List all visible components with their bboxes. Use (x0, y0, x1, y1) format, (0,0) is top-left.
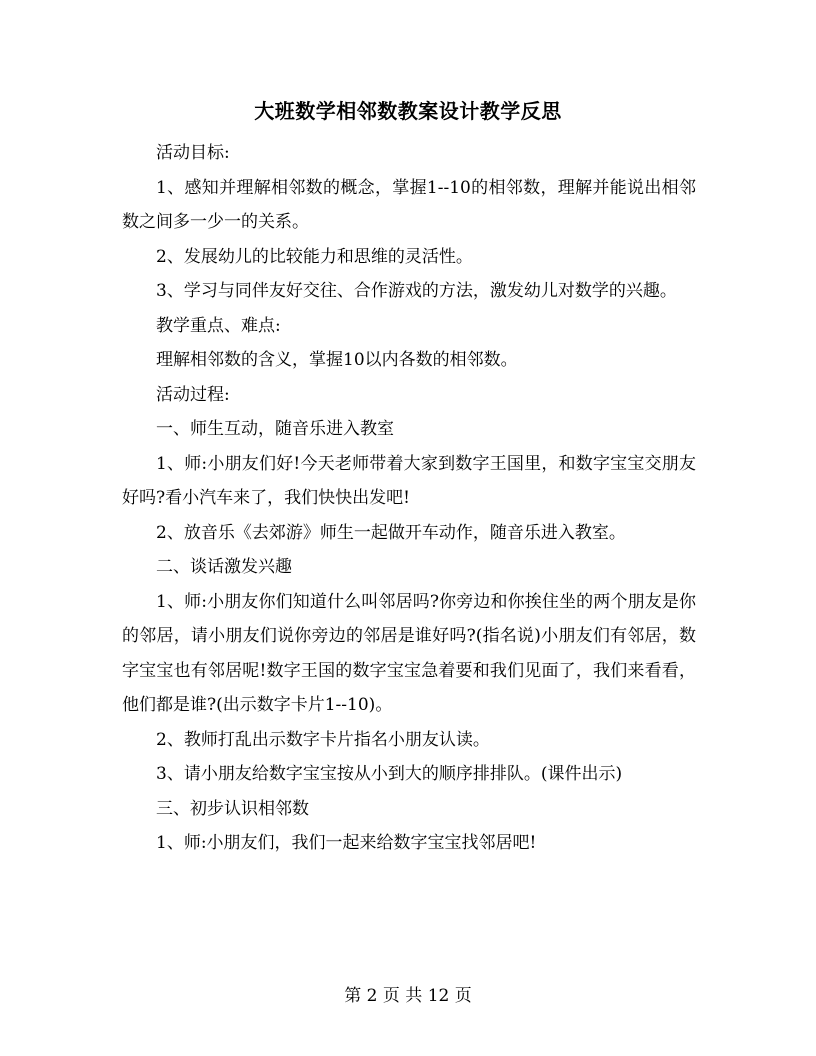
document-title: 大班数学相邻数教案设计教学反思 (254, 99, 562, 123)
paragraph: 3、请小朋友给数字宝宝按从小到大的顺序排排队。(课件出示) (156, 764, 623, 784)
paragraph: 1、师:小朋友们，我们一起来给数字宝宝找邻居吧! (156, 833, 537, 853)
paragraph: 理解相邻数的含义，掌握10以内各数的相邻数。 (156, 350, 518, 370)
paragraph: 1、师:小朋友你们知道什么叫邻居吗?你旁边和你挨住坐的两个朋友是你的邻居，请小朋友们说你旁边的邻居是谁好吗?(指名说)小朋友们有邻居，数字宝宝也有邻居呢!数字王国的数字宝宝急着要和我们见面了，我们来看看，他们都是谁?(出示数字卡片1--10)。 (122, 591, 696, 715)
paragraph: 2、教师打乱出示数字卡片指名小朋友认读。 (156, 729, 490, 750)
paragraph: 1、感知并理解相邻数的概念，掌握1--10的相邻数，理解并能说出相邻数之间多一少一的关系。 (122, 177, 696, 232)
paragraph: 教学重点、难点: (156, 315, 281, 336)
paragraph: 2、放音乐《去郊游》师生一起做开车动作，随音乐进入教室。 (156, 522, 626, 543)
paragraph: 3、学习与同伴友好交往、合作游戏的方法，激发幼儿对数学的兴趣。 (156, 281, 677, 301)
paragraph: 三、初步认识相邻数 (156, 798, 309, 819)
paragraph: 二、谈话激发兴趣 (156, 557, 292, 577)
paragraph: 1、师:小朋友们好!今天老师带着大家到数字王国里，和数字宝宝交朋友好吗?看小汽车来了，我们快快出发吧! (122, 453, 696, 508)
paragraph: 2、发展幼儿的比较能力和思维的灵活性。 (156, 246, 473, 267)
page-footer: 第 2 页 共 12 页 (344, 986, 472, 1006)
document-body (122, 136, 696, 861)
paragraph: 活动目标: (156, 143, 230, 163)
paragraph: 一、师生互动，随音乐进入教室 (156, 419, 394, 439)
paragraph: 活动过程: (156, 384, 230, 405)
